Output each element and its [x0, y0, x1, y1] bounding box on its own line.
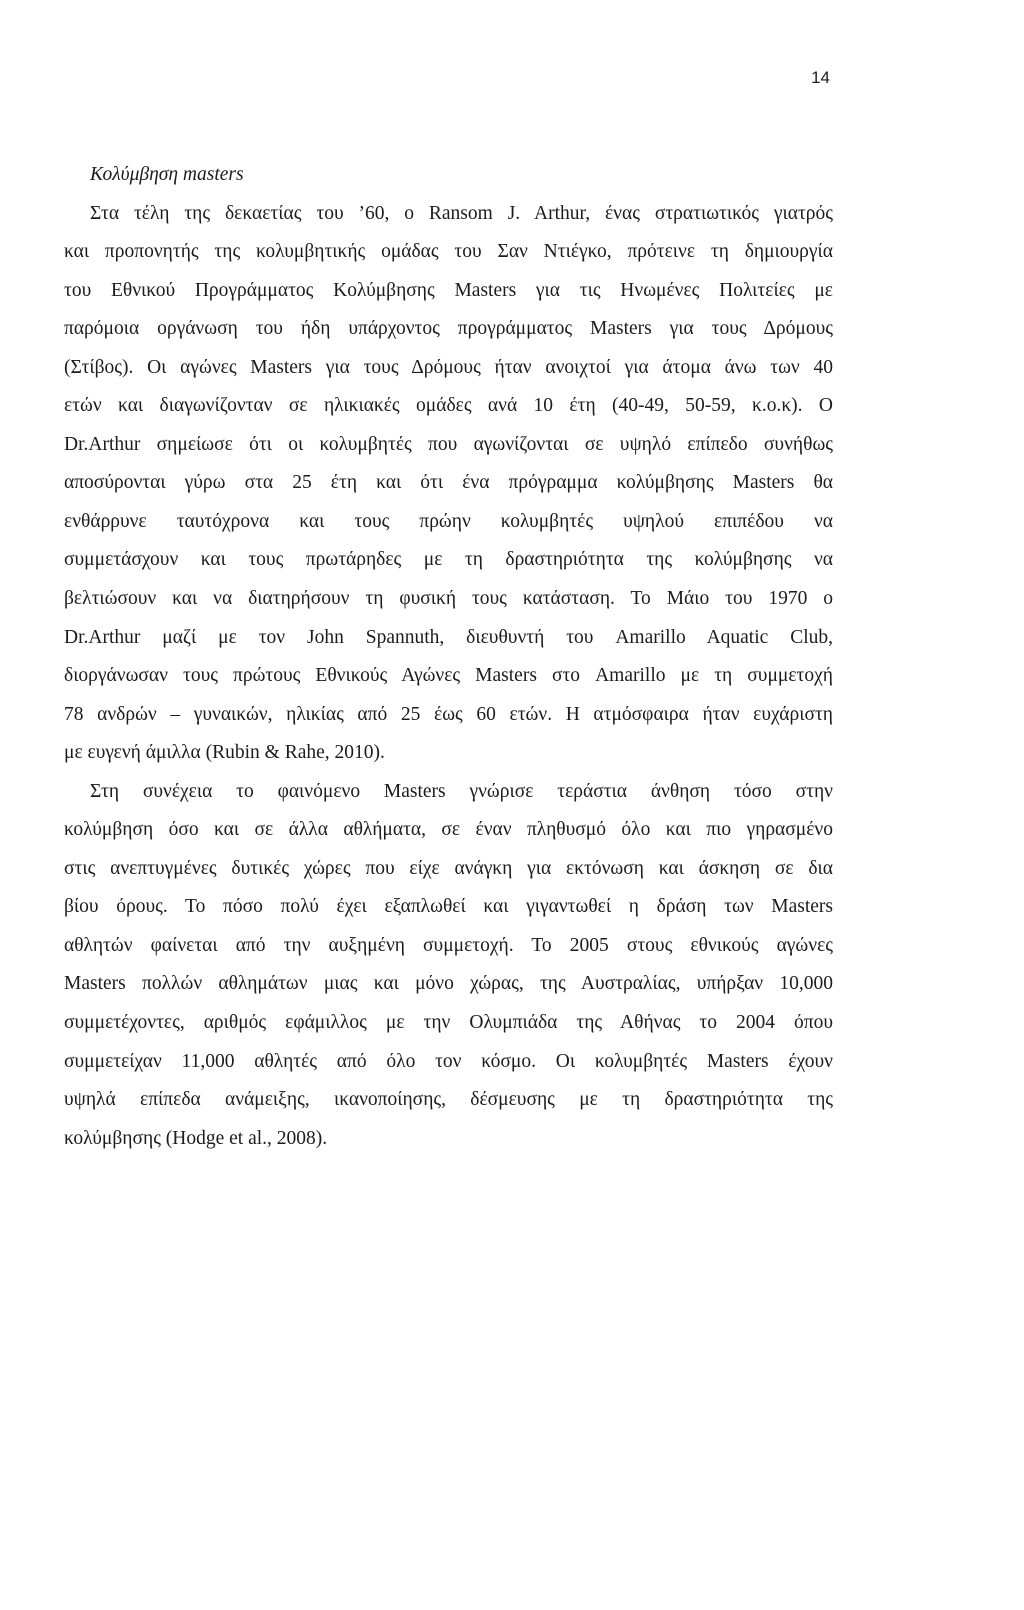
text-line: ενθάρρυνε ταυτόχρονα και τους πρώην κολυμβητές υψηλού επιπέδου να [64, 510, 833, 532]
document-body [64, 156, 833, 1158]
text-line: με ευγενή άμιλλα (Rubin & Rahe, 2010). [64, 742, 385, 764]
text-line: (Στίβος). Οι αγώνες Masters για τους Δρόμους ήταν ανοιχτοί για άτομα άνω των 40 [64, 356, 833, 378]
text-line: συμμετάσχουν και τους πρωτάρηδες με τη δραστηριότητα της κολύμβησης να [64, 549, 833, 571]
page-number: 14 [811, 68, 830, 87]
text-line: 78 ανδρών – γυναικών, ηλικίας από 25 έως 60 ετών. Η ατμόσφαιρα ήταν ευχάριστη [64, 703, 833, 725]
text-line: υψηλά επίπεδα ανάμειξης, ικανοποίησης, δέσμευσης με τη δραστηριότητα της [64, 1089, 833, 1111]
text-line: βελτιώσουν και να διατηρήσουν τη φυσική τους κατάσταση. Το Μάιο του 1970 ο [64, 588, 833, 610]
section-heading: Κολύμβηση masters [90, 164, 244, 185]
text-line: αθλητών φαίνεται από την αυξημένη συμμετοχή. Το 2005 στους εθνικούς αγώνες [64, 934, 833, 956]
text-line: ετών και διαγωνίζονταν σε ηλικιακές ομάδες ανά 10 έτη (40-49, 50-59, κ.ο.κ). Ο [64, 395, 833, 417]
text-line: στις ανεπτυγμένες δυτικές χώρες που είχε ανάγκη για εκτόνωση και άσκηση σε δια [64, 857, 833, 879]
text-line: του Εθνικού Προγράμματος Κολύμβησης Masters για τις Ηνωμένες Πολιτείες με [64, 279, 833, 301]
paragraph-2 [64, 773, 833, 1158]
text-line: Στα τέλη της δεκαετίας του ’60, ο Ransom J. Arthur, ένας στρατιωτικός γιατρός [90, 202, 833, 224]
text-line: Masters πολλών αθλημάτων μιας και μόνο χώρας, της Αυστραλίας, υπήρξαν 10,000 [64, 973, 833, 995]
text-line: αποσύρονται γύρω στα 25 έτη και ότι ένα πρόγραμμα κολύμβησης Masters θα [64, 472, 833, 494]
text-line: Dr.Arthur μαζί με τον John Spannuth, διευθυντή του Amarillo Aquatic Club, [64, 626, 833, 648]
text-line: κολύμβηση όσο και σε άλλα αθλήματα, σε έναν πληθυσμό όλο και πιο γηρασμένο [64, 819, 833, 841]
text-line: συμμετείχαν 11,000 αθλητές από όλο τον κόσμο. Οι κολυμβητές Masters έχουν [64, 1050, 833, 1072]
text-line: βίου όρους. Το πόσο πολύ έχει εξαπλωθεί και γιγαντωθεί η δράση των Masters [64, 896, 833, 918]
text-line: διοργάνωσαν τους πρώτους Εθνικούς Αγώνες Masters στο Amarillo με τη συμμετοχή [64, 665, 833, 687]
text-line: Dr.Arthur σημείωσε ότι οι κολυμβητές που αγωνίζονται σε υψηλό επίπεδο συνήθως [64, 433, 833, 455]
text-line: κολύμβησης (Hodge et al., 2008). [64, 1127, 328, 1149]
text-line: και προπονητής της κολυμβητικής ομάδας του Σαν Ντιέγκο, πρότεινε τη δημιουργία [64, 241, 833, 263]
text-line: παρόμοια οργάνωση του ήδη υπάρχοντος προγράμματος Masters για τους Δρόμους [64, 318, 833, 340]
paragraph-1 [64, 195, 833, 773]
text-line: Στη συνέχεια το φαινόμενο Masters γνώρισε τεράστια άνθηση τόσο στην [90, 780, 833, 802]
text-line: συμμετέχοντες, αριθμός εφάμιλλος με την Ολυμπιάδα της Αθήνας το 2004 όπου [64, 1012, 833, 1034]
